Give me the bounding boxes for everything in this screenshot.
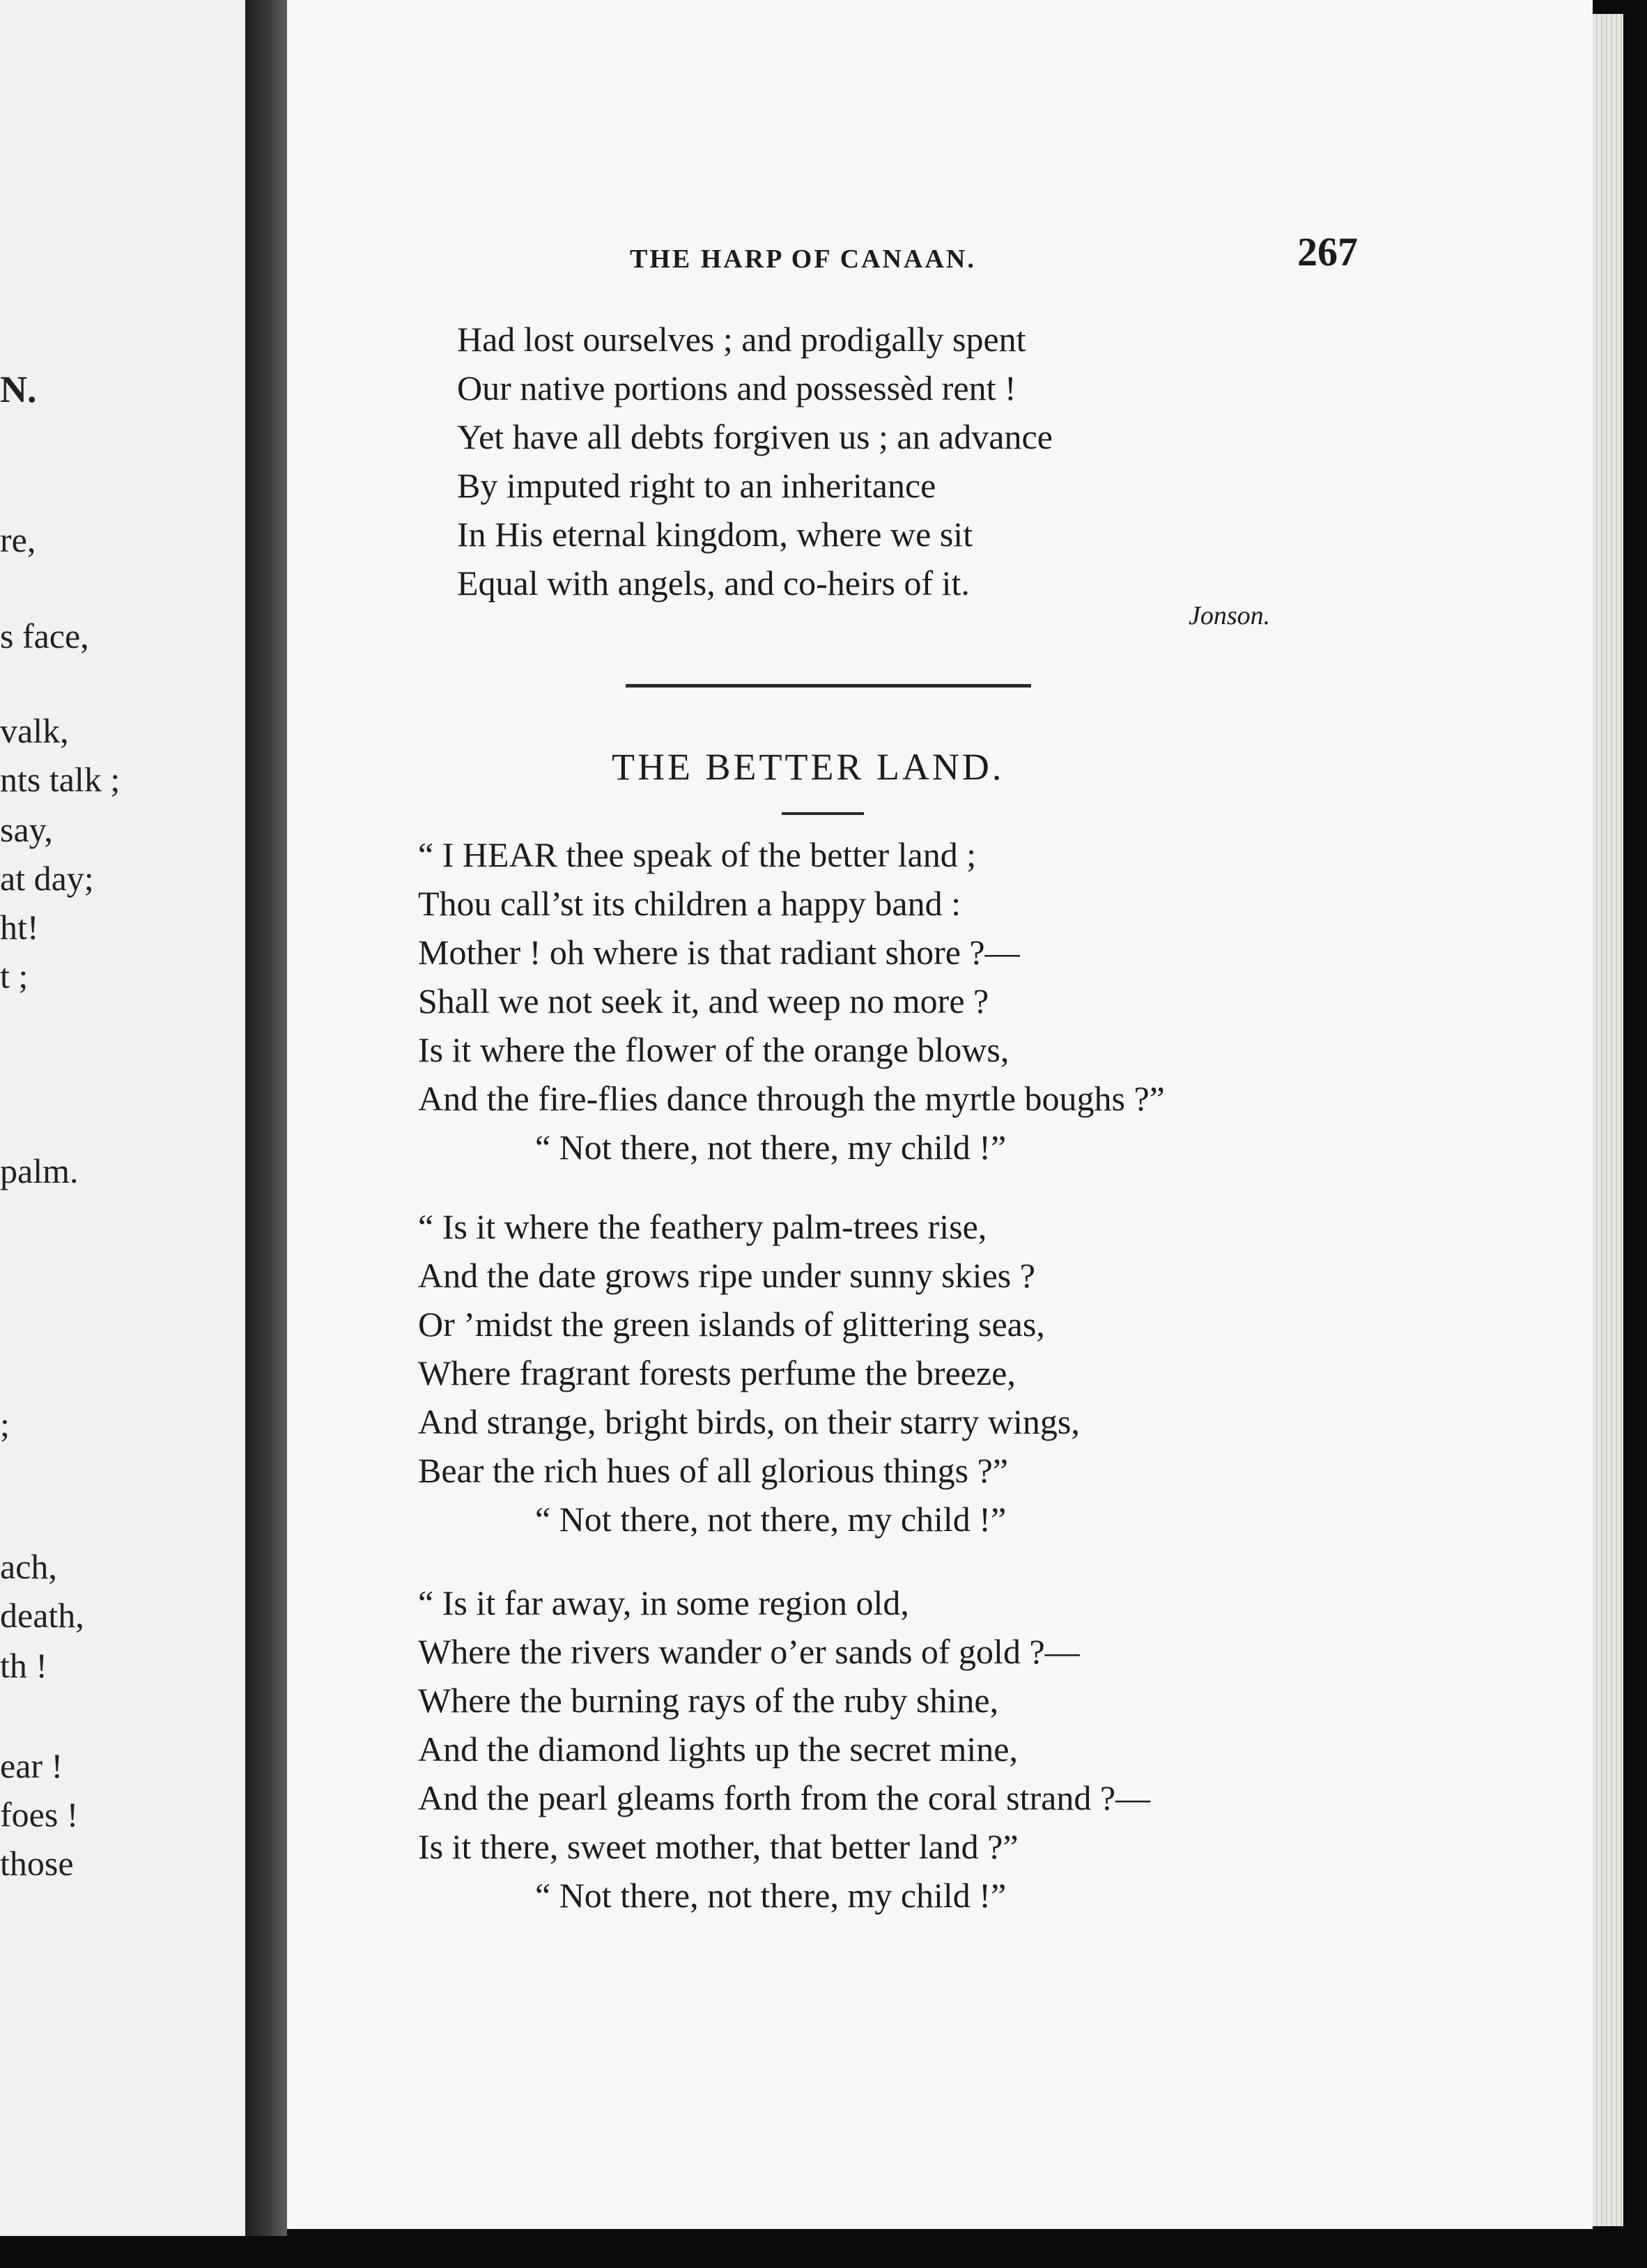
verse-line: Bear the rich hues of all glorious things ?” [418,1451,1008,1490]
left-page-fragment: ; [0,1405,10,1444]
verse-line: “ I HEAR thee speak of the better land ; [418,835,977,874]
left-page-fragment: th ! [0,1646,48,1685]
verse-line: Yet have all debts forgiven us ; an advance [457,417,1053,456]
verse-line: By imputed right to an inheritance [457,466,936,505]
verse-line: Had lost ourselves ; and prodigally spent [457,320,1026,359]
stanza-3 [418,1578,1150,1920]
verse-line: Is it where the flower of the orange blows, [418,1030,1010,1069]
verse-line: Is it there, sweet mother, that better land ?” [418,1827,1019,1866]
stanza-1 [418,830,1165,1172]
stanza-2 [418,1202,1080,1544]
verse-line: And strange, bright birds, on their starry wings, [418,1402,1080,1441]
verse-line: Where fragrant forests perfume the breeze, [418,1353,1016,1392]
left-page-fragment: valk, [0,711,69,750]
left-page-fragment: those [0,1844,74,1883]
left-page-fragment: death, [0,1596,84,1635]
verse-line: Thou call’st its children a happy band : [418,884,961,923]
left-facing-page [0,0,245,2236]
running-head: THE HARP OF CANAAN. [630,244,976,274]
left-page-fragment: ach, [0,1547,57,1586]
section-divider [626,684,1031,688]
jonson-poem [457,315,1053,607]
left-page-fragment: say, [0,810,53,849]
left-page-fragment: N. [0,368,37,410]
left-page-fragment: at day; [0,859,94,898]
page-number: 267 [1297,229,1358,274]
left-page-fragment: t ; [0,956,29,995]
attribution: Jonson. [1189,601,1271,630]
verse-line: Mother ! oh where is that radiant shore ?— [418,933,1020,972]
verse-line: And the date grows ripe under sunny skies ? [418,1256,1035,1295]
book-gutter [245,0,287,2236]
verse-line: Where the burning rays of the ruby shine, [418,1681,999,1720]
title-underline [782,812,864,815]
left-page-fragment: nts talk ; [0,760,121,799]
left-page-fragment: ear ! [0,1746,63,1785]
verse-line: Our native portions and possessèd rent ! [457,368,1016,407]
left-page-fragment: s face, [0,616,89,655]
page-edges [1593,14,1623,2226]
refrain-line: “ Not there, not there, my child !” [535,1876,1007,1915]
left-page-fragment: re, [0,520,36,559]
verse-line: Equal with angels, and co-heirs of it. [457,564,970,603]
verse-line: “ Is it where the feathery palm-trees rise, [418,1207,987,1246]
verse-line: And the pearl gleams forth from the coral strand ?— [418,1778,1151,1817]
left-page-fragment: palm. [0,1151,79,1190]
poem-title: THE BETTER LAND. [612,746,1005,788]
refrain-line: “ Not there, not there, my child !” [535,1128,1007,1167]
verse-line: “ Is it far away, in some region old, [418,1583,909,1622]
verse-line: And the fire-flies dance through the myrtle boughs ?” [418,1079,1165,1118]
left-page-fragment: foes ! [0,1795,79,1834]
verse-line: In His eternal kingdom, where we sit [457,515,973,554]
verse-line: Or ’midst the green islands of glittering seas, [418,1305,1045,1344]
verse-line: Where the rivers wander o’er sands of gold ?— [418,1632,1080,1671]
verse-line: Shall we not seek it, and weep no more ? [418,981,989,1020]
left-page-fragment: ht! [0,908,39,947]
verse-line: And the diamond lights up the secret mine, [418,1730,1018,1769]
refrain-line: “ Not there, not there, my child !” [535,1500,1007,1539]
